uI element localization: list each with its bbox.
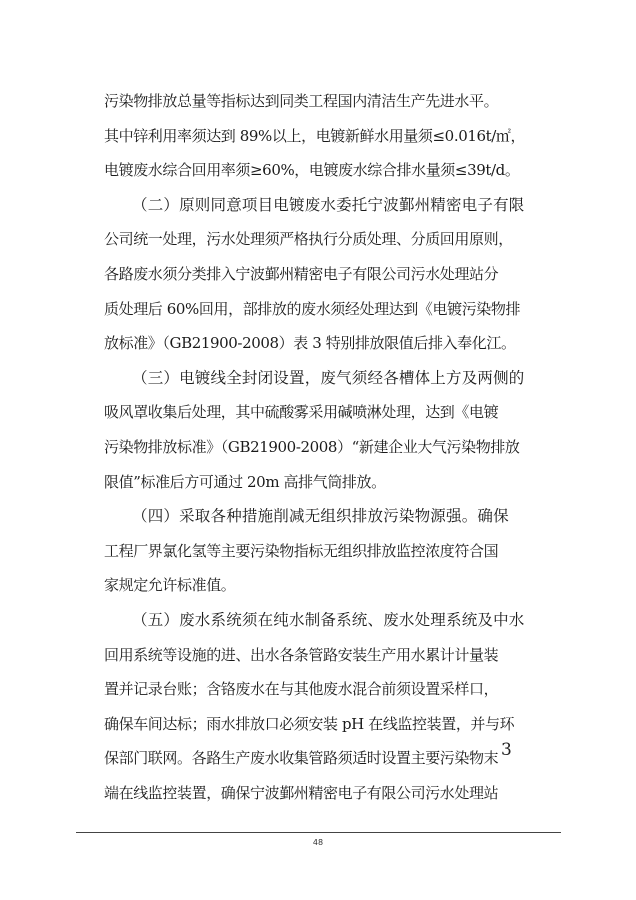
paragraph-5-line-6: 端在线监控装置，确保宁波鄞州精密电子有限公司污水处理站 xyxy=(104,783,499,802)
document-body xyxy=(104,84,544,810)
paragraph-3-line-3: 污染物排放标准》（GB21900-2008）“新建企业大气污染物排放 xyxy=(104,437,520,456)
paragraph-1-line-3: 电镀废水综合回用率须≥60%，电镀废水综合排水量须≤39t/d。 xyxy=(104,161,520,180)
paragraph-4-line-1: （四）采取各种措施削减无组织排放污染物源强。确保 xyxy=(132,507,509,526)
paragraph-5-line-2: 回用系统等设施的进、出水各条管路安装生产用水累计计量装 xyxy=(104,645,499,664)
paragraph-3-line-1: （三）电镀线全封闭设置，废气须经各槽体上方及两侧的 xyxy=(132,368,525,387)
paragraph-5-line-1: （五）废水系统须在纯水制备系统、废水处理系统及中水 xyxy=(132,610,525,629)
paragraph-2-line-1: （二）原则同意项目电镀废水委托宁波鄞州精密电子有限 xyxy=(132,195,525,214)
paragraph-5-line-4: 确保车间达标；雨水排放口必须安装 pH 在线监控装置，并与环 xyxy=(104,714,515,733)
paragraph-1-line-1: 污染物排放总量等指标达到同类工程国内清洁生产先进水平。 xyxy=(104,92,499,110)
footer-page-number: 48 xyxy=(312,838,324,847)
paragraph-2-line-3: 各路废水须分类排入宁波鄞州精密电子有限公司污水处理站分 xyxy=(104,264,499,283)
paragraph-2-line-5: 放标准》（GB21900-2008）表 3 特别排放限值后排入奉化江。 xyxy=(104,334,516,353)
paragraph-2-line-2: 公司统一处理，污水处理须严格执行分质处理、分质回用原则， xyxy=(104,230,513,249)
paragraph-3-line-2: 吸风罩收集后处理，其中硫酸雾采用碱喷淋处理，达到《电镀 xyxy=(104,403,499,422)
paragraph-4-line-2: 工程厂界氯化氢等主要污染物指标无组织排放监控浓度符合国 xyxy=(104,541,499,560)
footer-divider xyxy=(76,832,561,833)
paragraph-1-line-2: 其中锌利用率须达到 89%以上，电镀新鲜水用量须≤0.016t/㎡， xyxy=(104,126,526,145)
paragraph-5-line-3: 置并记录台账；含铬废水在与其他废水混合前须设置采样口， xyxy=(104,680,499,699)
paragraph-5-line-5: 保部门联网。各路生产废水收集管路须适时设置主要污染物末 xyxy=(104,749,499,768)
paragraph-2-line-4: 质处理后 60%回用，部排放的废水须经处理达到《电镀污染物排 xyxy=(104,299,521,318)
page-number: 3 xyxy=(501,740,512,760)
paragraph-4-line-3: 家规定允许标准值。 xyxy=(104,576,236,595)
paragraph-3-line-4: 限值”标准后方可通过 20m 高排气筒排放。 xyxy=(104,472,386,491)
